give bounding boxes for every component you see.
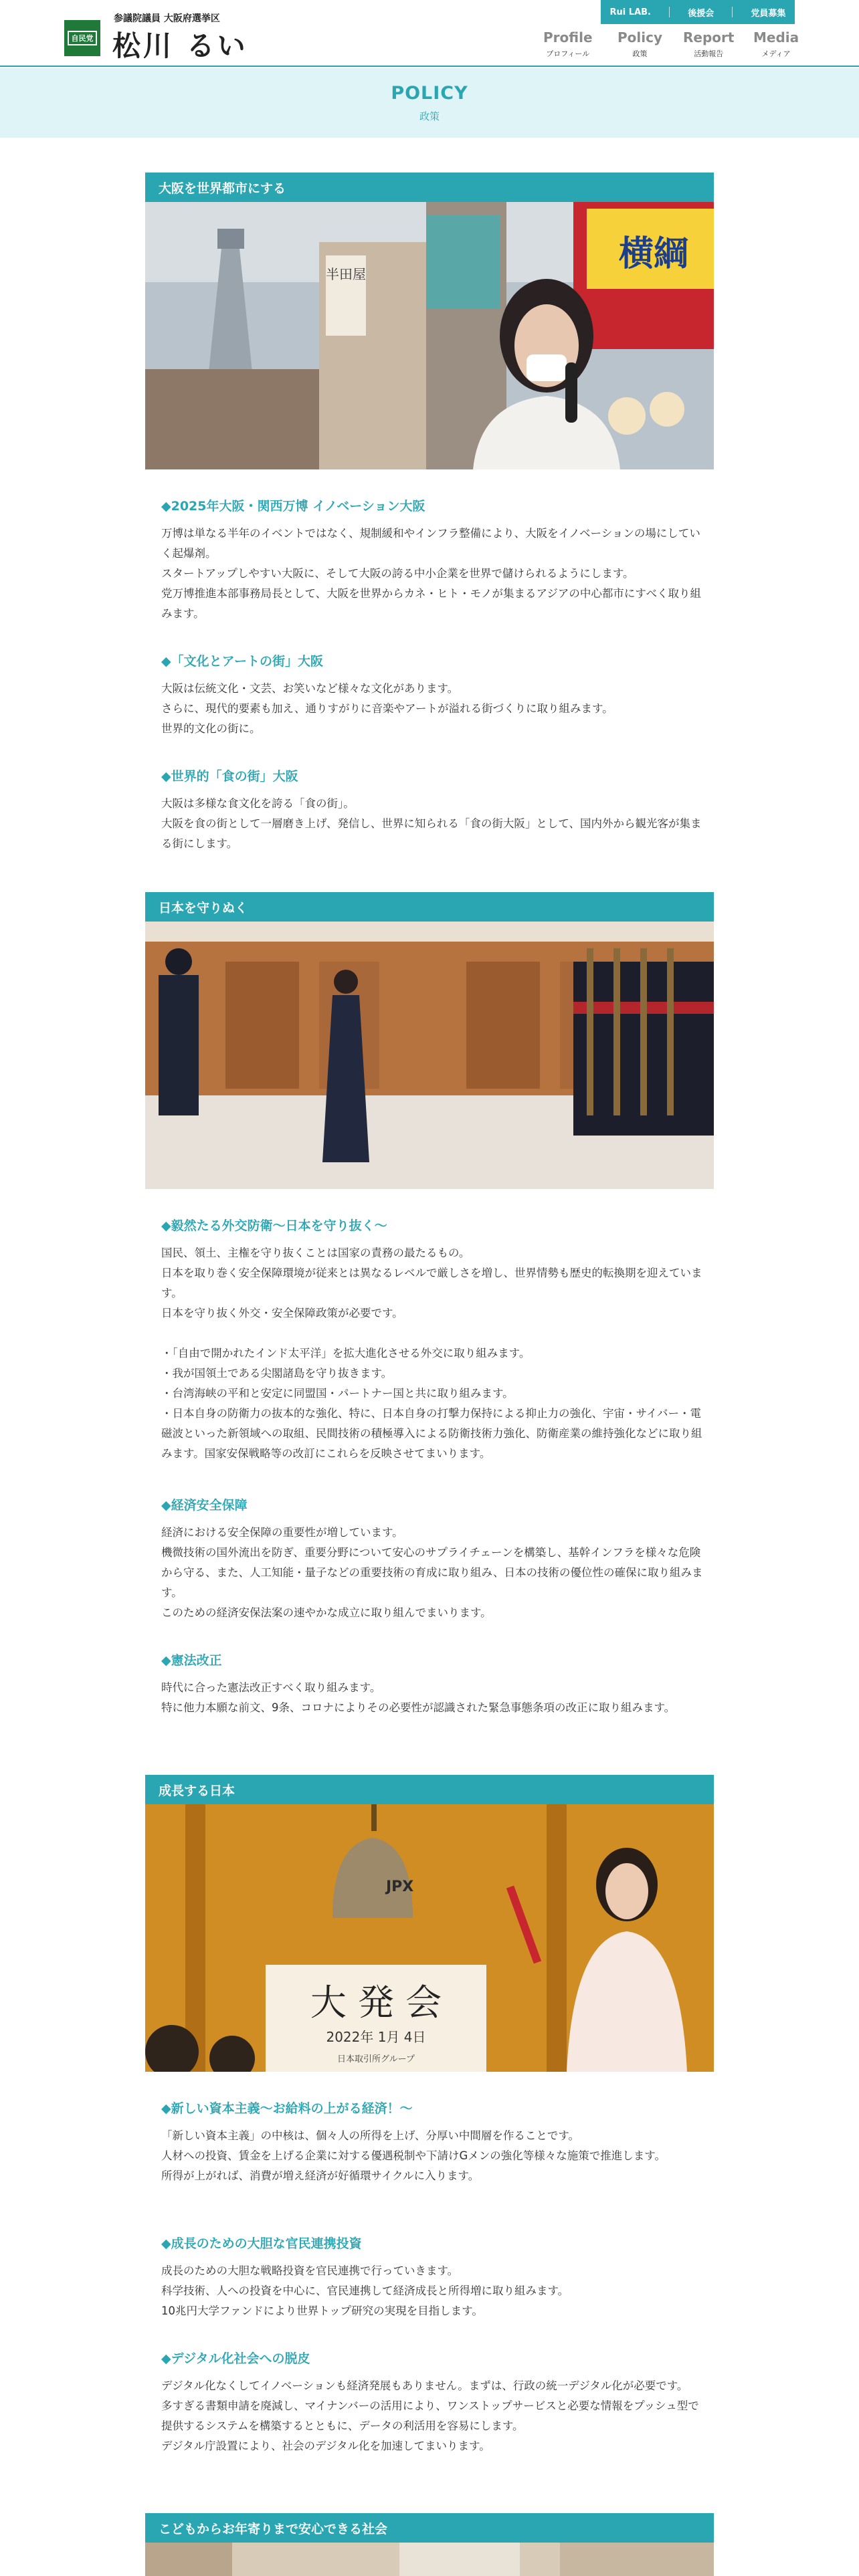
party-logo[interactable] xyxy=(64,20,100,56)
shop-sign-text: 半田屋 xyxy=(326,266,366,282)
nav-label-ja: メディア xyxy=(761,49,791,58)
policy-heading: ◆デジタル化社会への脱皮 xyxy=(161,2351,310,2366)
policy-text: 時代に合った憲法改正すべく取り組みます。 特に他力本願な前文、9条、コロナによりその必要性が認識された緊急事態条項の改正に取り組みます。 xyxy=(161,1681,676,1714)
policy-block xyxy=(161,766,703,854)
policy-heading: ◆2025年大阪・関西万博 イノベーション大阪 xyxy=(161,499,425,514)
policy-text: 万博は単なる半年のイベントではなく、規制緩和やインフラ整備により、大阪をイノベーションの場にしていく起爆剤。 スタートアップしやすい大阪に、そして大阪の誇る中小企業を世界で儲けられるようにします。 党万博推進本部事務局長として、大阪を世界からカネ・ヒト・モノが集まるアジアの中心都市にすべく取り組みます。 xyxy=(161,527,702,620)
nav-item-report[interactable] xyxy=(683,29,734,59)
photo-society xyxy=(145,2543,714,2576)
policy-block xyxy=(161,1650,703,1718)
board-main-text: 大 発 会 xyxy=(310,1981,442,2024)
policy-heading: ◆世界的「食の街」大阪 xyxy=(161,769,298,784)
nav-label-en: Report xyxy=(683,29,735,45)
page-subtitle: 政策 xyxy=(419,110,440,122)
nav-item-profile[interactable] xyxy=(543,29,593,59)
policy-text: デジタル化なくしてイノベーションも経済発展もありません。まずは、行政の統一デジタル化が必要です。 多すぎる書類申請を廃減し、マイナンバーの活用により、ワンストップサービスと必要な情報をプッシュ型で提供するシステムを構築するとともに、データの利活用を容易にします。 デジタル庁設置により、社会のデジタル化を加速してまいります。 xyxy=(161,2379,699,2452)
topbar-link-membership[interactable]: 党員募集 xyxy=(751,8,786,19)
board-org-text: 日本取引所グループ xyxy=(337,2054,415,2064)
policy-block xyxy=(161,2349,703,2456)
site-title-name[interactable]: 松川 るい xyxy=(112,29,248,62)
policy-block xyxy=(161,1216,703,1464)
policy-block xyxy=(161,1495,703,1623)
nav-label-ja: 活動報告 xyxy=(694,49,724,58)
section-heading-growth: 成長する日本 xyxy=(145,1775,714,1804)
nav-label-ja: プロフィール xyxy=(546,49,590,58)
bell-logo-text: JPX xyxy=(386,1879,414,1895)
nav-label-en: Media xyxy=(753,29,799,45)
site-header xyxy=(0,0,859,67)
page-title-banner xyxy=(0,68,859,138)
photo-osaka-street xyxy=(145,202,714,469)
nav-label-en: Policy xyxy=(617,29,663,45)
photo-honor-guard xyxy=(145,922,714,1189)
topbar-divider xyxy=(732,7,733,17)
page-title: POLICY xyxy=(391,83,468,104)
policy-block xyxy=(161,651,703,739)
policy-heading: ◆新しい資本主義〜お給料の上がる経済！〜 xyxy=(161,2101,413,2116)
board-date-text: 2022年 1月 4日 xyxy=(326,2029,426,2045)
site-subtitle: 参議院議員 大阪府選挙区 xyxy=(114,13,220,24)
policy-text: 大阪は多様な食文化を誇る「食の街」。 大阪を食の街として一層磨き上げ、発信し、世界に知られる「食の街大阪」として、国内外から観光客が集まる街にします。 xyxy=(161,797,702,850)
policy-text: 「新しい資本主義」の中核は、個々人の所得を上げ、分厚い中間層を作ることです。 人材への投資、賃金を上げる企業に対する優遇税制や下請けGメンの強化等様々な施策で推進します。 所得が上がれば、消費が増え経済が好循環サイクルに入ります。 xyxy=(161,2129,666,2182)
nav-label-ja: 政策 xyxy=(632,49,648,58)
policy-block xyxy=(161,496,703,624)
policy-text: 成長のための大胆な戦略投資を官民連携で行っていきます。 科学技術、人への投資を中心に、官民連携して経済成長と所得増に取り組みます。 10兆円大学ファンドにより世界トップ研究の実現を目指します。 xyxy=(161,2264,569,2317)
topbar-link-supporters[interactable]: 後援会 xyxy=(688,8,714,19)
policy-heading: ◆経済安全保障 xyxy=(161,1498,248,1513)
nav-item-policy[interactable] xyxy=(617,29,662,59)
policy-text: 大阪は伝統文化・文芸、お笑いなど様々な文化があります。 さらに、現代的要素も加え、通りすがりに音楽やアートが溢れる街づくりに取り組みます。 世界的文化の街に。 xyxy=(161,682,613,735)
top-utility-bar xyxy=(601,0,795,24)
nav-item-media[interactable] xyxy=(753,29,799,59)
policy-text: 経済における安全保障の重要性が増しています。 機微技術の国外流出を防ぎ、重要分野について安心のサプライチェーンを構築し、基幹インフラを様々な危険から守る、また、人工知能・量子などの重要技術の育成に取り組み、日本の技術の優位性の確保に取り組みます。 このための経済安保法案の速やかな成立に取り組んでまいります。 xyxy=(161,1526,703,1619)
policy-heading: ◆成長のための大胆な官民連携投資 xyxy=(161,2236,362,2251)
policy-heading: ◆憲法改正 xyxy=(161,1653,222,1668)
section-heading-society: こどもからお年寄りまで安心できる社会 xyxy=(145,2513,714,2543)
shop-sign-kanji: 横綱 xyxy=(618,234,689,274)
section-heading-osaka: 大阪を世界都市にする xyxy=(145,173,714,202)
topbar-link-rui-lab[interactable]: Rui LAB. xyxy=(609,7,651,17)
party-logo-text: 自民党 xyxy=(68,31,97,45)
policy-block xyxy=(161,2234,703,2321)
photo-market-bell xyxy=(145,1804,714,2072)
policy-heading: ◆毅然たる外交防衛〜日本を守り抜く〜 xyxy=(161,1218,387,1233)
nav-label-en: Profile xyxy=(543,29,593,45)
policy-block xyxy=(161,2099,703,2186)
policy-text: 国民、領土、主権を守り抜くことは国家の責務の最たるもの。 日本を取り巻く安全保障環境が従来とは異なるレベルで厳しさを増し、世界情勢も歴史的転換期を迎えています。 日本を守り抜く外交・安全保障政策が必要です。 ・「自由で開かれたインド太平洋」を拡大進化させる外交に取り組みます。 ・我が国領土である尖閣諸島を守り抜きます。 ・台湾海峡の平和と安定に同盟国・パートナー国と共に取り組みます。 ・日本自身の防衛力の抜本的な強化、特に、日本自身の打撃力保持による抑止力の強化、宇宙・サイバー・電磁波といった新領域への取組、民間技術の積極導入による防衛技術力強化、防衛産業の維持強化などに取り組みます。国家安保戦略等の改訂にこれらを反映させてまいります。 xyxy=(161,1247,702,1460)
policy-heading: ◆「文化とアートの街」大阪 xyxy=(161,654,324,669)
topbar-divider xyxy=(669,7,670,17)
section-heading-defense: 日本を守りぬく xyxy=(145,892,714,922)
